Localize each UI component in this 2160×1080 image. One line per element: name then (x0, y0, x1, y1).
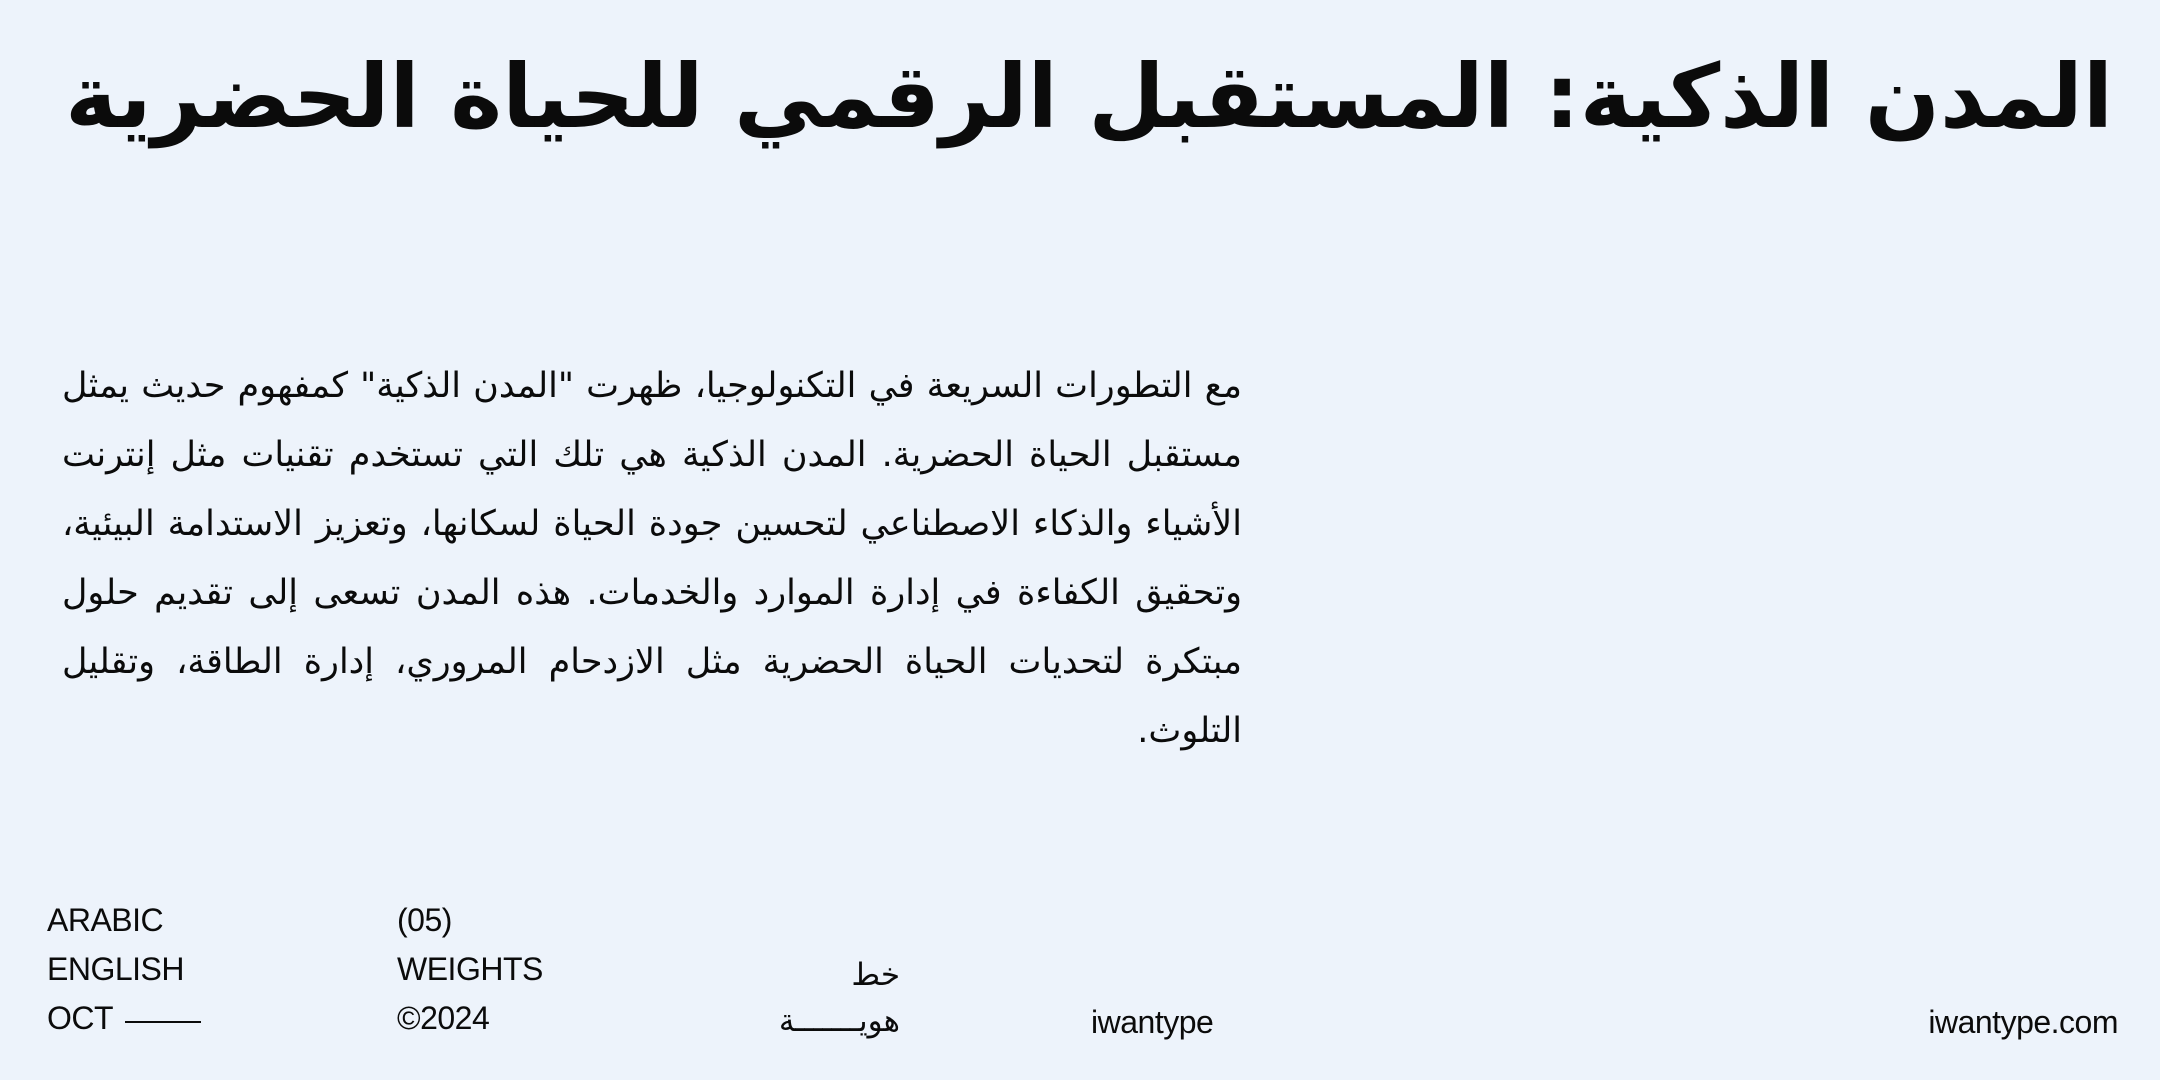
brand-url-link[interactable]: iwantype.com (1928, 1004, 2118, 1040)
meta-language-arabic: ARABIC (47, 902, 164, 938)
underline-rule (125, 1021, 201, 1023)
arabic-wordmark (740, 952, 900, 1044)
meta-date (47, 994, 201, 1043)
meta-copyright: ©2024 (397, 1000, 490, 1036)
meta-column-weights (397, 896, 543, 1043)
brand-name: iwantype (1091, 1004, 1214, 1040)
wordmark-line-2: هويـــــــة (778, 1003, 900, 1039)
meta-weights-label: WEIGHTS (397, 951, 543, 987)
meta-language-english: ENGLISH (47, 951, 184, 987)
headline: المدن الذكية: المستقبل الرقمي للحياة الحضرية (65, 45, 2113, 148)
meta-weight-count: (05) (397, 902, 452, 938)
body-paragraph: مع التطورات السريعة في التكنولوجيا، ظهرت "المدن الذكية" كمفهوم حديث يمثل مستقبل الحياة الحضرية. المدن الذكية هي تلك التي تستخدم تقنيات مثل إنترنت الأشياء والذكاء الاصطناعي لتحسين جودة الحياة لسكانها، وتعزيز الاستدامة البيئية، وتحقيق الكفاءة في إدارة الموارد والخدمات. هذه المدن تسعى إلى تقديم حلول مبتكرة لتحديات الحياة الحضرية مثل الازدحام المروري، إدارة الطاقة، وتقليل التلوث. (62, 366, 1242, 751)
meta-date-label: OCT (47, 1000, 114, 1036)
wordmark-line-1: خط (851, 957, 900, 993)
meta-column-languages (47, 896, 201, 1043)
